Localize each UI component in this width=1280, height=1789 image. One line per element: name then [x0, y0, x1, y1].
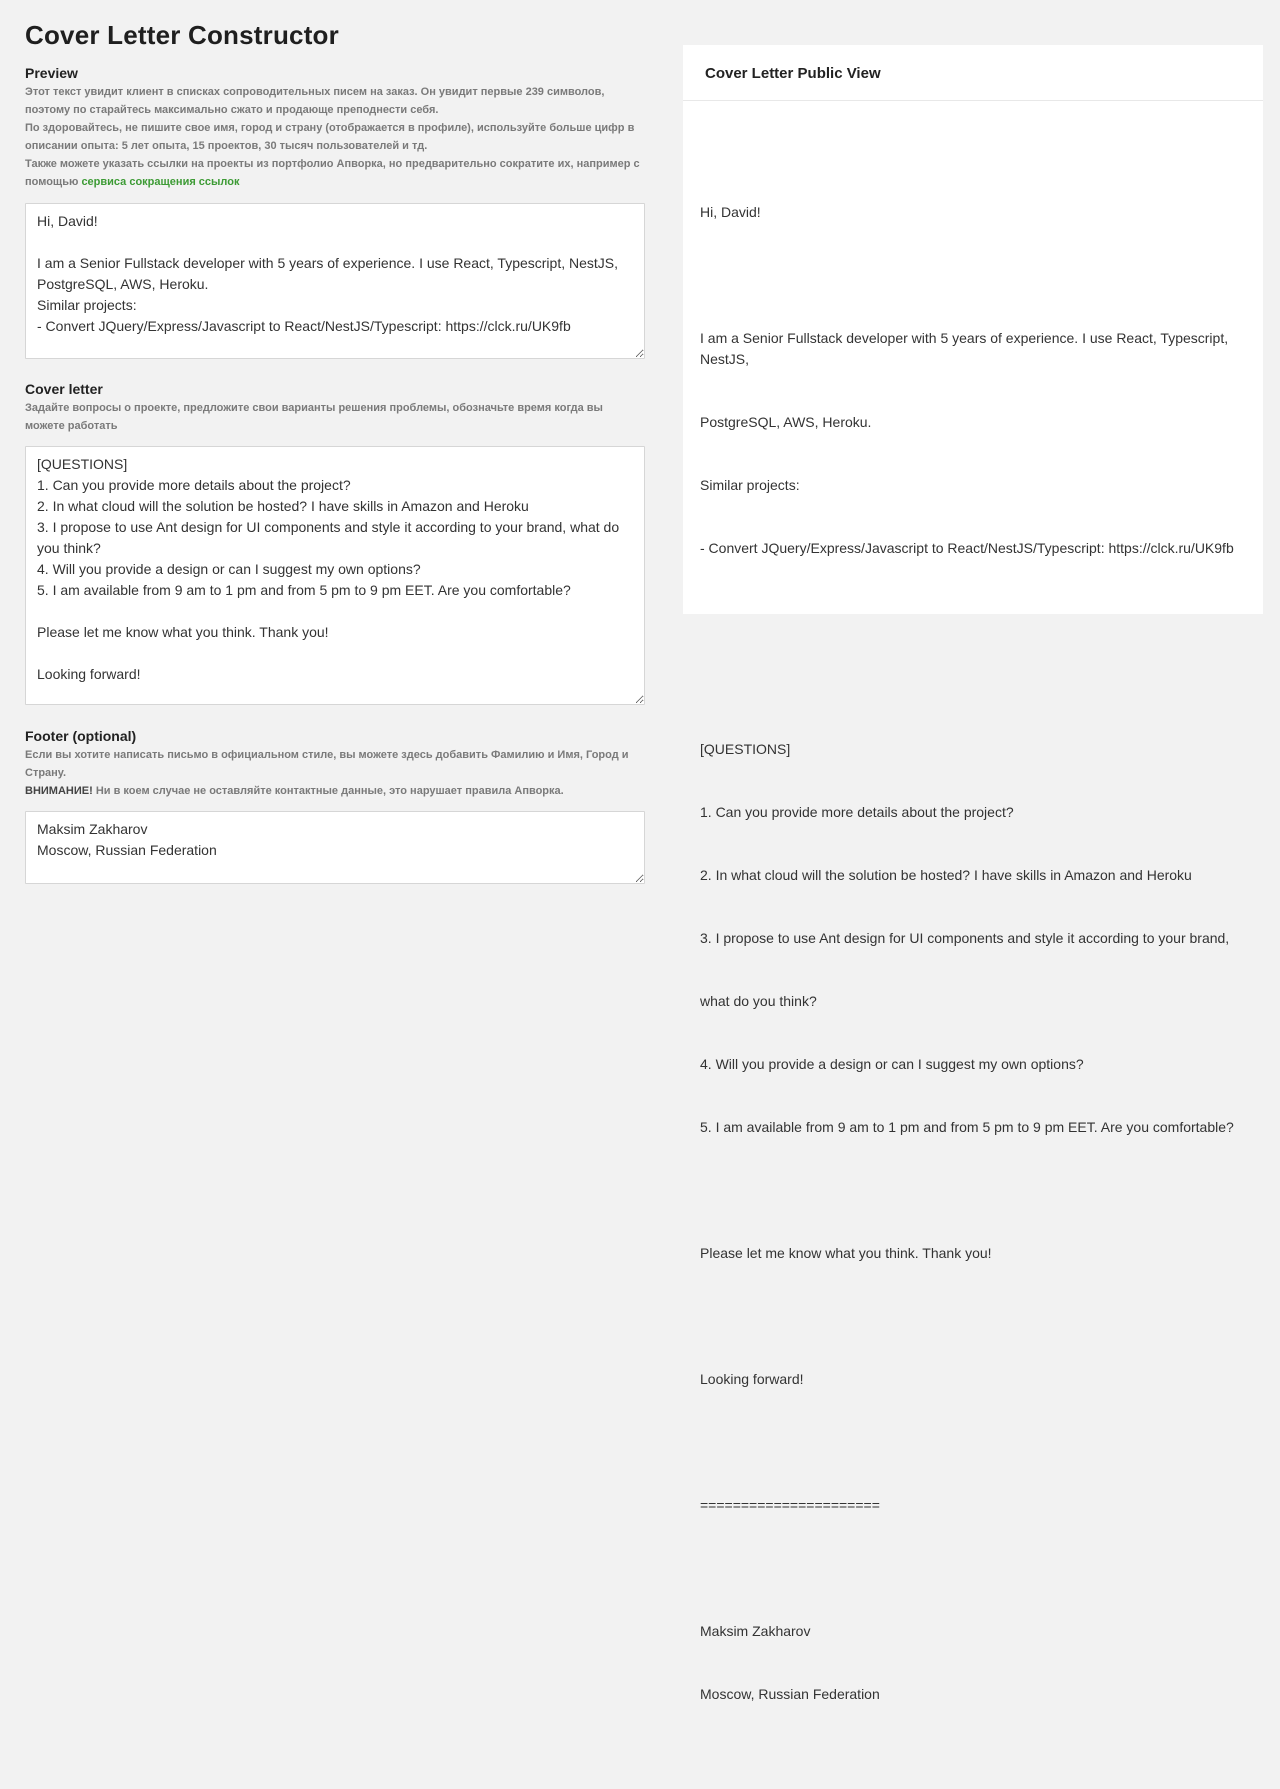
preview-hint-line: По здоровайтесь, не пишите свое имя, город и страну (отображается в профиле), используйте больше цифр в — [25, 122, 635, 134]
preview-hint-line: описании опыта: 5 лет опыта, 15 проектов, 30 тысяч пользователей и тд. — [25, 140, 428, 152]
public-line — [700, 1558, 1246, 1579]
public-preview-block — [700, 160, 1246, 601]
public-block-spacer — [700, 643, 1246, 655]
link-shortener-link[interactable]: сервиса сокращения ссылок — [81, 176, 240, 188]
public-line — [700, 1306, 1246, 1327]
public-line: 4. Will you provide a design or can I suggest my own options? — [700, 1056, 1084, 1072]
public-view-card — [683, 45, 1263, 1702]
footer-hint-line: Страну. — [25, 767, 67, 779]
public-view-body — [683, 101, 1263, 1789]
preview-hint-line: поэтому по старайтесь максимально сжато и продающе преподнести себя. — [25, 104, 439, 116]
public-line: what do you think? — [700, 993, 817, 1009]
public-line: 5. I am available from 9 am to 1 pm and from 5 pm to 9 pm EET. Are you comfortable? — [700, 1119, 1234, 1135]
public-line — [700, 265, 1246, 286]
public-line: 1. Can you provide more details about the project? — [700, 804, 1014, 820]
footer-hint-line: Если вы хотите написать письмо в официальном стиле, вы можете здесь добавить Фамилию и Имя, Город и — [25, 749, 629, 761]
cover-letter-hint — [25, 399, 645, 435]
preview-hint-line: Также можете указать ссылки на проекты из портфолио Апворка, но предварительно сократите их, например с — [25, 158, 640, 170]
footer-label: Footer (optional) — [25, 728, 137, 744]
footer-hint — [25, 746, 645, 800]
preview-hint-line: Этот текст увидит клиент в списках сопроводительных писем на заказ. Он увидит первые 239 символов, — [25, 86, 605, 98]
footer-warning — [25, 782, 645, 800]
public-line: [QUESTIONS] — [700, 741, 791, 757]
public-line: Looking forward! — [700, 1371, 804, 1387]
public-line: Similar projects: — [700, 477, 800, 493]
footer-warning-strong: ВНИМАНИЕ! — [25, 785, 93, 797]
preview-label: Preview — [25, 65, 78, 81]
public-line: - Convert JQuery/Express/Javascript to React/NestJS/Typescript: https://clck.ru/UK9fb — [700, 540, 1234, 556]
public-line: Hi, David! — [700, 204, 761, 220]
public-line: Please let me know what you think. Thank you! — [700, 1245, 992, 1261]
public-line — [700, 1180, 1246, 1201]
preview-textarea[interactable] — [25, 203, 645, 359]
public-line: PostgreSQL, AWS, Heroku. — [700, 414, 872, 430]
public-line: I am a Senior Fullstack developer with 5 years of experience. I use React, Typescript, NestJS, — [700, 330, 1232, 367]
cover-letter-label: Cover letter — [25, 381, 103, 397]
public-letter-block — [700, 697, 1246, 1747]
public-view-title: Cover Letter Public View — [683, 45, 1263, 101]
public-line: 2. In what cloud will the solution be hosted? I have skills in Amazon and Heroku — [700, 867, 1192, 883]
footer-warning-text: Ни в коем случае не оставляйте контактные данные, это нарушает правила Апворка. — [92, 785, 564, 797]
public-separator: ====================== — [700, 1497, 880, 1513]
preview-hint-prefix: помощью — [25, 176, 82, 188]
footer-textarea[interactable] — [25, 811, 645, 884]
cover-letter-hint-line: Задайте вопросы о проекте, предложите свои варианты решения проблемы, обозначьте время когда вы — [25, 402, 603, 414]
page-title: Cover Letter Constructor — [25, 20, 339, 50]
public-line — [700, 1432, 1246, 1453]
preview-hint — [25, 83, 645, 191]
public-signature-name: Maksim Zakharov — [700, 1623, 811, 1639]
public-line: 3. I propose to use Ant design for UI components and style it according to your brand, — [700, 930, 1230, 946]
public-signature-location: Moscow, Russian Federation — [700, 1686, 880, 1702]
cover-letter-hint-line: можете работать — [25, 420, 118, 432]
preview-hint-line — [25, 173, 645, 191]
cover-letter-textarea[interactable] — [25, 446, 645, 705]
